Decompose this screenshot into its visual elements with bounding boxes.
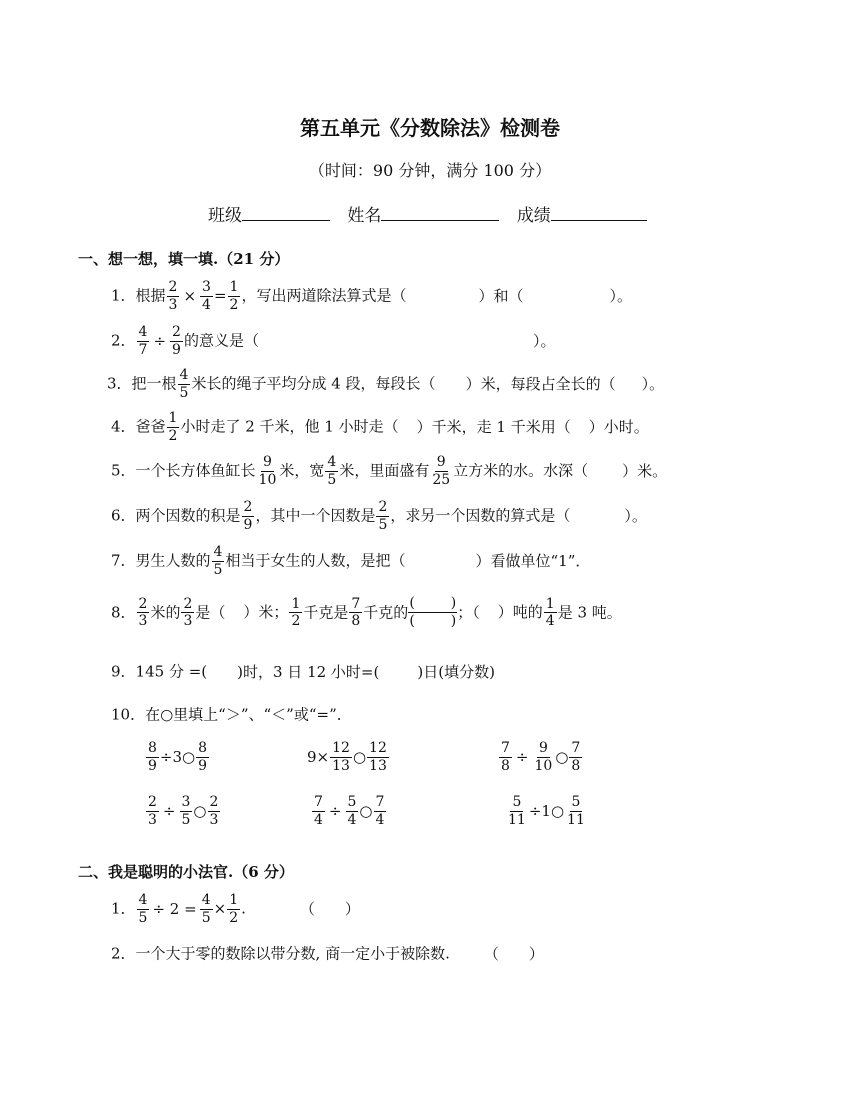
question-1-5: 5．一个长方体鱼缸长 $\frac{9}{10}$ 米，宽 $\frac{4}{5}$ 米，里面盛有 $\frac{9}{25}$ 立方米的水。水深（ ）米。: [111, 454, 668, 488]
question-1-4: 4．爸爸 $\frac{1}{2}$ 小时走了 2 千米，他 1 小时走（ ）千米，走 1 千米用（ ）小时。: [111, 410, 649, 444]
compare-circle[interactable]: ○: [359, 802, 373, 821]
fraction: $\frac{2}{9}$: [172, 324, 181, 358]
question-1-9: 9．145 分 =( )时，3 日 12 小时=( )日(填分数): [111, 662, 495, 681]
fraction: $\frac{4}{5}$: [138, 892, 148, 926]
judge-answer[interactable]: （ ）: [483, 944, 544, 963]
blank-fraction[interactable]: ( ) ( ): [409, 595, 457, 630]
question-1-8: 8． $\frac{2}{3}$ 米的 $\frac{2}{3}$ 是（ ）米； $\frac{1}{2}$ 千克是 $\frac{7}{8}$ 千克的 ( ) ( ) ；（ ）吨的 $\frac{1}{4}$ 是 3 吨。: [111, 595, 622, 630]
fraction: $\frac{4}{5}$: [201, 892, 211, 926]
class-blank[interactable]: [242, 220, 330, 221]
question-2-2: 2．一个大于零的数除以带分数, 商一定小于被除数. （ ）: [111, 944, 544, 963]
compare-item: $\frac{8}{9}$ ÷3○ $\frac{8}{9}$: [148, 740, 208, 774]
compare-item: $\frac{7}{4}$ ÷ $\frac{5}{4}$ ○ $\frac{7}{4}$: [314, 794, 385, 828]
student-info-row: [208, 201, 647, 226]
question-2-1: 1． $\frac{4}{5}$ ÷ 2 = $\frac{4}{5}$ × $\frac{1}{2}$ . （ ）: [111, 892, 360, 926]
compare-circle[interactable]: ○: [193, 802, 207, 821]
fraction: $\frac{1}{4}$: [545, 595, 555, 630]
section-2-heading: 二、我是聪明的小法官.（6 分）: [78, 863, 294, 881]
compare-item: 9× $\frac{12}{13}$ ○ $\frac{12}{13}$: [307, 740, 387, 774]
page-title: 第五单元《分数除法》检测卷: [300, 116, 560, 140]
fraction: $\frac{2}{3}$: [183, 595, 193, 630]
compare-item: $\frac{2}{3}$ ÷ $\frac{3}{5}$ ○ $\frac{2}{3}$: [148, 794, 219, 828]
name-label: 姓名: [347, 206, 382, 226]
question-1-3: 3．把一根 $\frac{4}{5}$ 米长的绳子平均分成 4 段，每段长（ ）米，每段占全长的（ ）。: [107, 367, 665, 401]
question-1-1: 1．根据 $\frac{2}{3}$ × $\frac{3}{4}$ = $\frac{1}{2}$ ，写出两道除法算式是（ ）和（ ）。: [111, 279, 633, 313]
section-1-heading: 一、想一想，填一填.（21 分）: [78, 250, 290, 268]
fraction: $\frac{4}{5}$: [213, 544, 223, 578]
class-label: 班级: [208, 206, 242, 226]
fraction: $\frac{1}{2}$: [229, 892, 239, 926]
fraction: $\frac{3}{4}$: [202, 279, 211, 313]
question-1-6: 6．两个因数的积是 $\frac{2}{9}$ ，其中一个因数是 $\frac{2}{5}$ ，求另一个因数的算式是（ ）。: [111, 499, 647, 533]
score-label: 成绩: [516, 206, 551, 226]
fraction: $\frac{2}{9}$: [243, 499, 253, 533]
name-blank[interactable]: [381, 220, 499, 221]
fraction: $\frac{1}{2}$: [229, 279, 239, 313]
question-1-10: 10．在○里填上“＞”、“＜”或“=”．: [111, 705, 352, 724]
question-1-7: 7．男生人数的 $\frac{4}{5}$ 相当于女生的人数，是把（ ）看做单位“1”．: [111, 544, 591, 578]
compare-item: $\frac{5}{11}$ ÷1○ $\frac{5}{11}$: [508, 794, 585, 828]
fraction: $\frac{7}{8}$: [351, 595, 361, 630]
fraction: $\frac{4}{7}$: [138, 324, 148, 358]
compare-circle[interactable]: ○: [555, 748, 569, 767]
compare-circle[interactable]: ○: [182, 748, 196, 767]
fraction: $\frac{2}{3}$: [138, 595, 148, 630]
fraction: $\frac{1}{2}$: [291, 595, 301, 630]
fraction: $\frac{9}{25}$: [432, 454, 451, 488]
fraction: $\frac{2}{3}$: [168, 279, 178, 313]
fraction: $\frac{4}{5}$: [179, 367, 189, 401]
compare-item: $\frac{7}{8}$ ÷ $\frac{9}{10}$ ○ $\frac{7}{8}$: [501, 740, 581, 774]
judge-answer[interactable]: （ ）: [299, 899, 360, 918]
fraction: $\frac{4}{5}$: [327, 454, 337, 488]
score-blank[interactable]: [551, 220, 647, 221]
fraction: $\frac{9}{10}$: [258, 454, 277, 488]
question-1-2: 2． $\frac{4}{7}$ ÷ $\frac{2}{9}$ 的意义是（ ）。: [111, 324, 556, 358]
fraction: $\frac{1}{2}$: [168, 410, 178, 444]
page-subtitle: （时间：90 分钟，满分 100 分）: [308, 161, 552, 180]
compare-circle[interactable]: ○: [352, 748, 367, 767]
fraction: $\frac{2}{5}$: [378, 499, 388, 533]
compare-circle[interactable]: ○: [550, 802, 565, 821]
